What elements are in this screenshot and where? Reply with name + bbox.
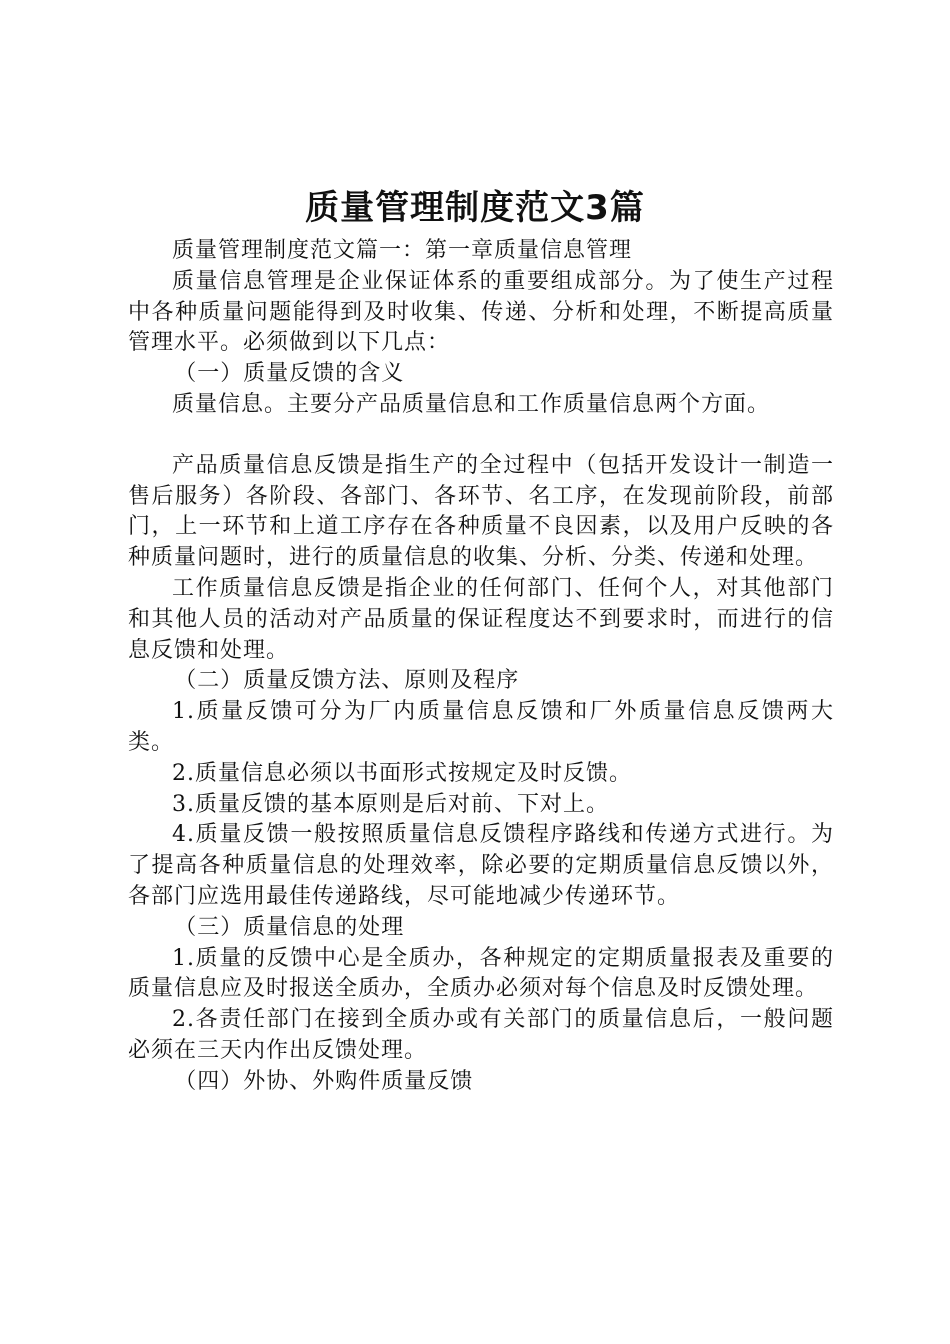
section-heading-1: （一）质量反馈的含义 [174,361,405,387]
list-item: 2.质量信息必须以书面形式按规定及时反馈。 [172,760,632,786]
section-heading-2: （二）质量反馈方法、原则及程序 [174,668,520,694]
list-item: 1.质量的反馈中心是全质办，各种规定的定期质量报表及重要的质量信息应及时报送全质办，全质办必须对每个信息及时反馈处理。 [128,945,834,1002]
list-item: 1.质量反馈可分为厂内质量信息反馈和厂外质量信息反馈两大类。 [128,699,834,755]
list-item: 4.质量反馈一般按照质量信息反馈程序路线和传递方式进行。为了提高各种质量信息的处理效率，除必要的定期质量信息反馈以外，各部门应选用最佳传递路线，尽可能地减少传递环节。 [128,822,834,909]
document-body [128,236,834,1098]
paragraph-intro: 质量信息管理是企业保证体系的重要组成部分。为了使生产过程中各种质量问题能得到及时收集、传递、分析和处理，不断提高质量管理水平。必须做到以下几点： [128,268,834,356]
section-heading-4: （四）外协、外购件质量反馈 [174,1068,474,1094]
list-item: 2.各责任部门在接到全质办或有关部门的质量信息后，一般问题必须在三天内作出反馈处理。 [128,1007,834,1063]
list-item: 3.质量反馈的基本原则是后对前、下对上。 [172,791,609,817]
paragraph-work-feedback: 工作质量信息反馈是指企业的任何部门、任何个人，对其他部门和其他人员的活动对产品质量的保证程度达不到要求时，而进行的信息反馈和处理。 [128,575,834,663]
paragraph-product-feedback: 产品质量信息反馈是指生产的全过程中（包括开发设计一制造一售后服务）各阶段、各部门、各环节、名工序，在发现前阶段，前部门，上一环节和上道工序存在各种质量不良因素，以及用户反映的各种质量问题时，进行的质量信息的收集、分析、分类、传递和处理。 [128,452,834,571]
document-title: 质量管理制度范文3篇 [305,188,645,228]
section-heading-3: （三）质量信息的处理 [174,914,405,940]
paragraph-chapter-heading: 质量管理制度范文篇一：第一章质量信息管理 [172,238,633,263]
paragraph-quality-info: 质量信息。主要分产品质量信息和工作质量信息两个方面。 [172,391,771,417]
